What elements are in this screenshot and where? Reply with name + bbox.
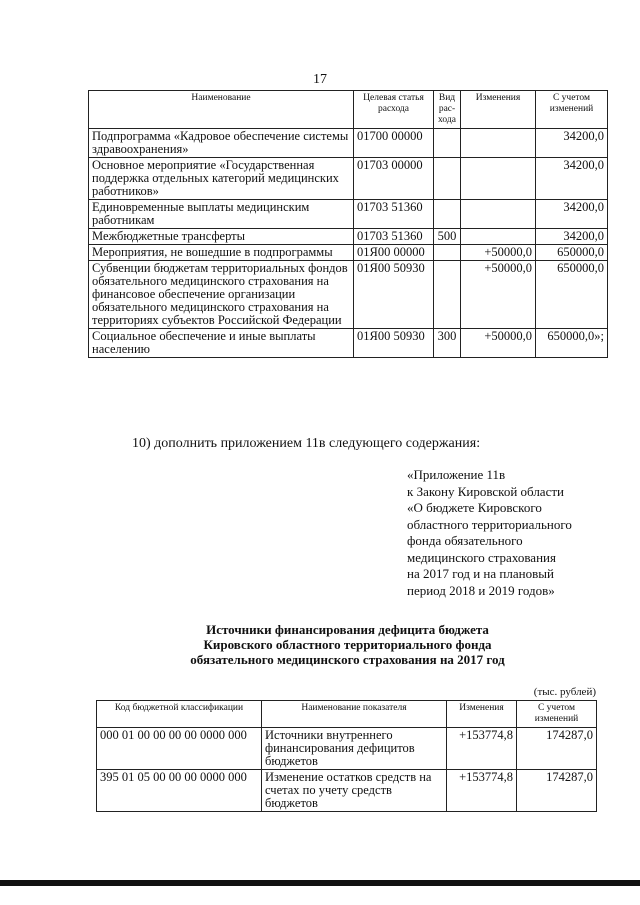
row-kind (434, 158, 461, 200)
table-row (97, 728, 597, 770)
row-target: 01Я00 50930 (354, 261, 434, 329)
row-budget-code: 000 01 00 00 00 00 0000 000 (97, 728, 262, 770)
table-row (89, 261, 608, 329)
amendment-paragraph: 10) дополнить приложением 11в следующего содержания: (132, 436, 481, 451)
table-row (89, 329, 608, 358)
row-with-changes: 34200,0 (536, 200, 608, 229)
title-line: Кировского областного территориального фонда (203, 637, 492, 652)
table-row (89, 158, 608, 200)
row-changes (461, 158, 536, 200)
row-with-changes: 650000,0 (536, 245, 608, 261)
appendix-line: медицинского страхования (407, 549, 556, 565)
appendix-line: «Приложение 11в (407, 467, 506, 482)
appendix-line: областного территориального (407, 516, 572, 532)
row-name: Основное мероприятие «Государственная поддержка отдельных категорий медицинских работников» (89, 158, 354, 200)
row-name: Подпрограмма «Кадровое обеспечение системы здравоохранения» (89, 129, 354, 158)
row-kind (434, 129, 461, 158)
row-changes: +153774,8 (447, 770, 517, 812)
row-target: 01Я00 50930 (354, 329, 434, 358)
financing-table-header (97, 701, 597, 728)
row-kind: 500 (434, 229, 461, 245)
row-with-changes: 650000,0 (536, 261, 608, 329)
table-row (89, 200, 608, 229)
header-target-article: Целевая статья расхода (354, 91, 434, 129)
row-name: Социальное обеспечение и иные выплаты населению (89, 329, 354, 358)
title-line: обязательного медицинского страхования на 2017 год (190, 652, 505, 667)
row-with-changes: 174287,0 (517, 770, 597, 812)
appendix-line: период 2018 и 2019 годов» (407, 582, 555, 598)
row-target: 01700 00000 (354, 129, 434, 158)
row-name: Субвенции бюджетам территориальных фондов обязательного медицинского страхования на финансовое обеспечение организации обязательного медицинского страхования на территориях субъектов Российской Федерации (89, 261, 354, 329)
row-kind (434, 261, 461, 329)
row-changes (461, 229, 536, 245)
row-kind: 300 (434, 329, 461, 358)
units-note: (тыс. рублей) (533, 686, 596, 698)
table-row (97, 770, 597, 812)
appendix-line: фонда обязательного (407, 533, 523, 548)
row-changes: +50000,0 (461, 329, 536, 358)
table-row (89, 129, 608, 158)
row-name: Единовременные выплаты медицинским работникам (89, 200, 354, 229)
header-changes: Изменения (461, 91, 536, 129)
header-with-changes: С учетом изменений (536, 91, 608, 129)
row-indicator-name: Изменение остатков средств на счетах по учету средств бюджетов (262, 770, 447, 812)
row-with-changes: 34200,0 (536, 229, 608, 245)
row-changes: +50000,0 (461, 261, 536, 329)
row-name: Межбюджетные трансферты (89, 229, 354, 245)
title-line: Источники финансирования дефицита бюджета (206, 622, 489, 637)
appendix-line: на 2017 год и на плановый (407, 566, 554, 581)
appendix-line: к Закону Кировской области (407, 483, 564, 499)
header-indicator-name: Наименование показателя (262, 701, 447, 728)
expenditure-table-header (89, 91, 608, 129)
scan-edge-bar (0, 880, 640, 886)
row-name: Мероприятия, не вошедшие в подпрограммы (89, 245, 354, 261)
row-indicator-name: Источники внутреннего финансирования дефицитов бюджетов (262, 728, 447, 770)
table-row (89, 245, 608, 261)
row-changes: +153774,8 (447, 728, 517, 770)
row-kind (434, 200, 461, 229)
row-target: 01Я00 00000 (354, 245, 434, 261)
row-target: 01703 51360 (354, 229, 434, 245)
financing-sources-table (96, 700, 597, 812)
document-title (88, 622, 607, 667)
table-row (89, 229, 608, 245)
appendix-line: «О бюджете Кировского (407, 500, 542, 515)
expenditure-table (88, 90, 608, 358)
row-changes (461, 129, 536, 158)
header-changes: Изменения (447, 701, 517, 728)
header-with-changes: С учетом изменений (517, 701, 597, 728)
row-with-changes: 174287,0 (517, 728, 597, 770)
header-budget-code: Код бюджетной классификации (97, 701, 262, 728)
row-kind (434, 245, 461, 261)
row-changes: +50000,0 (461, 245, 536, 261)
row-target: 01703 00000 (354, 158, 434, 200)
header-name: Наименование (89, 91, 354, 129)
row-budget-code: 395 01 05 00 00 00 0000 000 (97, 770, 262, 812)
appendix-reference (407, 467, 617, 599)
row-changes (461, 200, 536, 229)
row-target: 01703 51360 (354, 200, 434, 229)
header-expense-kind: Вид рас-хода (434, 91, 461, 129)
row-with-changes: 34200,0 (536, 158, 608, 200)
page-number: 17 (313, 72, 327, 87)
row-with-changes: 650000,0»; (536, 329, 608, 358)
row-with-changes: 34200,0 (536, 129, 608, 158)
